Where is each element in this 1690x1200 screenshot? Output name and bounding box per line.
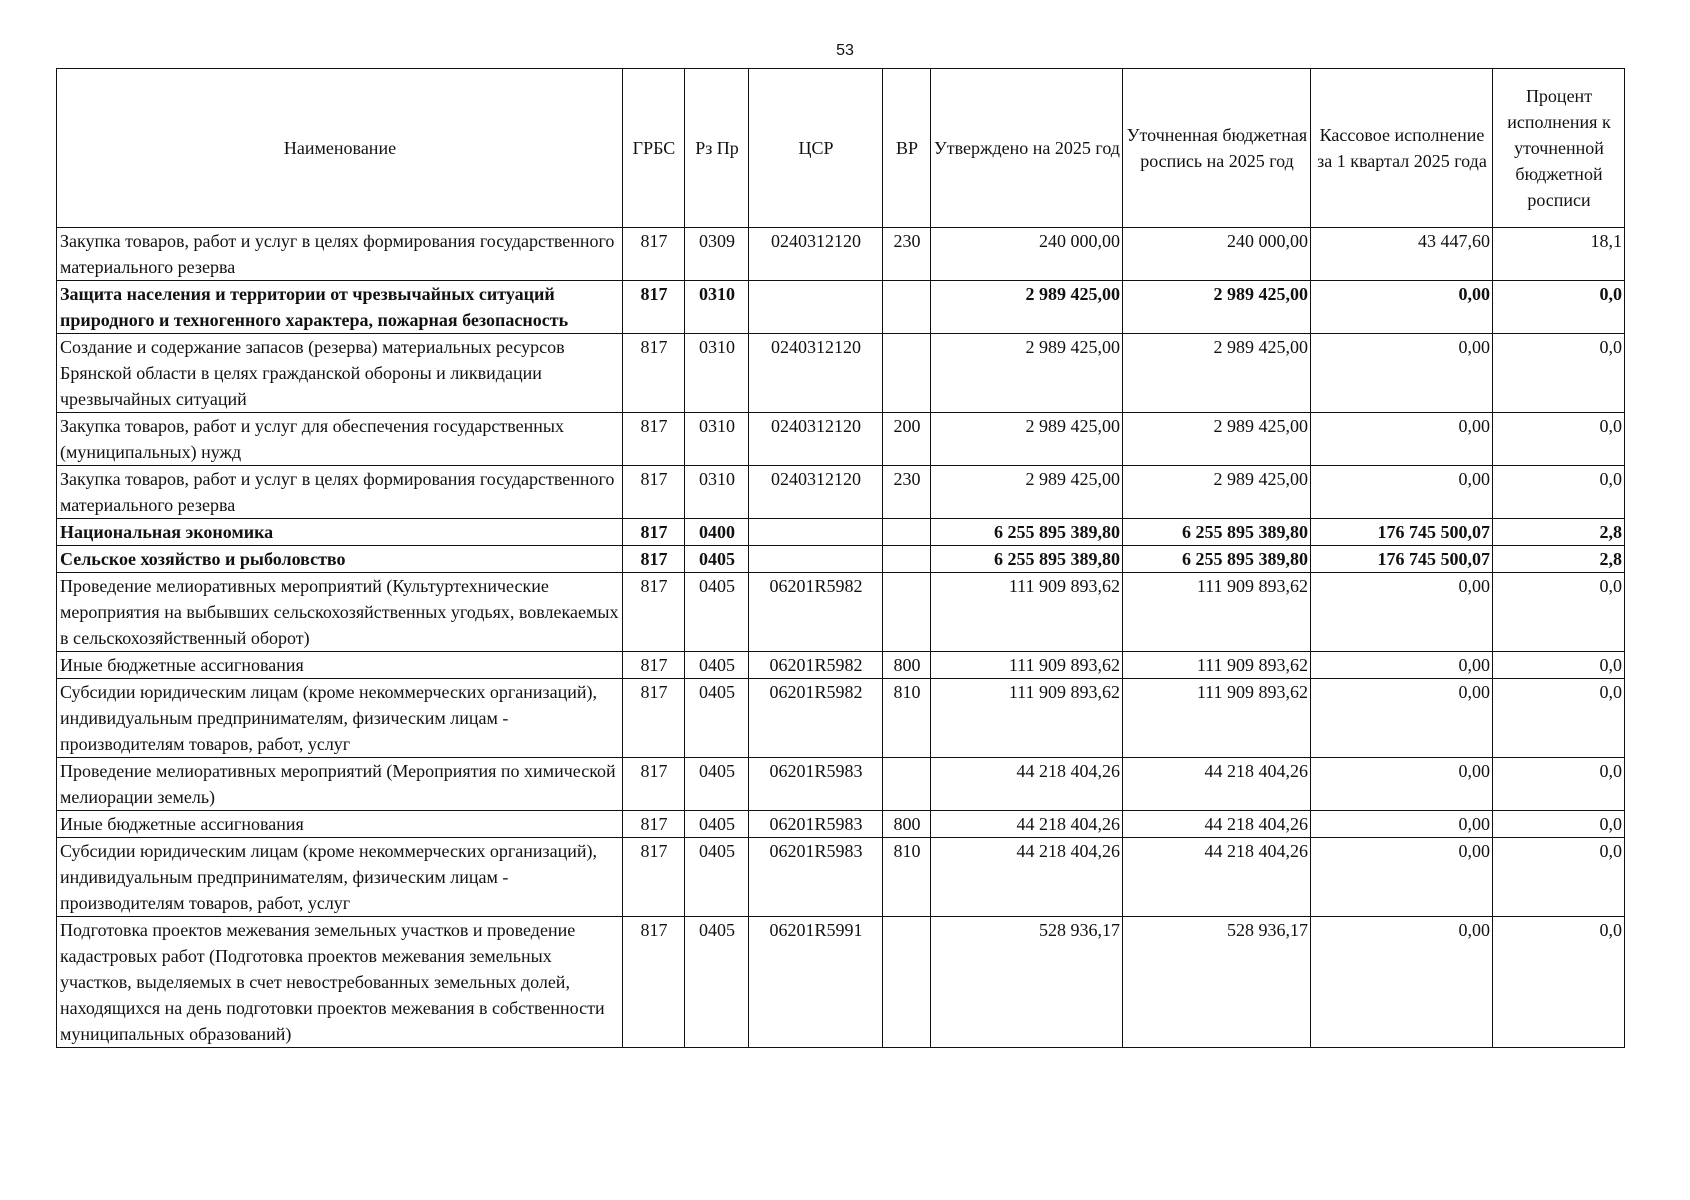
cell-grbs: 817: [623, 519, 685, 546]
cell-cash: 0,00: [1311, 652, 1493, 679]
cell-refined: 6 255 895 389,80: [1123, 519, 1311, 546]
cell-cash: 176 745 500,07: [1311, 546, 1493, 573]
cell-approved: 111 909 893,62: [931, 652, 1123, 679]
cell-percent: 0,0: [1493, 917, 1625, 1048]
header-cash: Кассовое исполнение за 1 квартал 2025 года: [1311, 69, 1493, 228]
cell-approved: 2 989 425,00: [931, 466, 1123, 519]
cell-rzpr: 0405: [685, 838, 749, 917]
cell-percent: 2,8: [1493, 546, 1625, 573]
cell-vr: [883, 334, 931, 413]
cell-percent: 0,0: [1493, 413, 1625, 466]
cell-approved: 111 909 893,62: [931, 573, 1123, 652]
header-csr: ЦСР: [749, 69, 883, 228]
cell-grbs: 817: [623, 758, 685, 811]
cell-cash: 176 745 500,07: [1311, 519, 1493, 546]
cell-csr: [749, 281, 883, 334]
cell-vr: [883, 573, 931, 652]
cell-grbs: 817: [623, 334, 685, 413]
cell-refined: 6 255 895 389,80: [1123, 546, 1311, 573]
cell-name: Субсидии юридическим лицам (кроме некоммерческих организаций), индивидуальным предпринимателям, физическим лицам - производителям товаров, работ, услуг: [57, 838, 623, 917]
table-body: [57, 228, 1625, 1048]
cell-name: Защита населения и территории от чрезвычайных ситуаций природного и техногенного характера, пожарная безопасность: [57, 281, 623, 334]
cell-cash: 0,00: [1311, 758, 1493, 811]
cell-approved: 2 989 425,00: [931, 281, 1123, 334]
table-row: [57, 917, 1625, 1048]
cell-percent: 0,0: [1493, 811, 1625, 838]
table-row: [57, 519, 1625, 546]
table-row: [57, 679, 1625, 758]
cell-grbs: 817: [623, 838, 685, 917]
cell-approved: 2 989 425,00: [931, 413, 1123, 466]
cell-refined: 2 989 425,00: [1123, 466, 1311, 519]
cell-cash: 0,00: [1311, 334, 1493, 413]
cell-refined: 528 936,17: [1123, 917, 1311, 1048]
cell-percent: 0,0: [1493, 334, 1625, 413]
table-row: [57, 413, 1625, 466]
cell-refined: 2 989 425,00: [1123, 413, 1311, 466]
cell-csr: 06201R5983: [749, 758, 883, 811]
cell-csr: 0240312120: [749, 466, 883, 519]
cell-cash: 43 447,60: [1311, 228, 1493, 281]
cell-vr: 230: [883, 228, 931, 281]
cell-rzpr: 0310: [685, 466, 749, 519]
cell-rzpr: 0405: [685, 546, 749, 573]
cell-percent: 0,0: [1493, 758, 1625, 811]
cell-refined: 111 909 893,62: [1123, 679, 1311, 758]
cell-vr: [883, 917, 931, 1048]
cell-name: Иные бюджетные ассигнования: [57, 811, 623, 838]
cell-percent: 0,0: [1493, 466, 1625, 519]
cell-csr: 06201R5991: [749, 917, 883, 1048]
cell-refined: 2 989 425,00: [1123, 334, 1311, 413]
cell-vr: [883, 758, 931, 811]
cell-name: Создание и содержание запасов (резерва) материальных ресурсов Брянской области в целях гражданской обороны и ликвидации чрезвычайных ситуаций: [57, 334, 623, 413]
cell-grbs: 817: [623, 917, 685, 1048]
cell-grbs: 817: [623, 573, 685, 652]
cell-approved: 528 936,17: [931, 917, 1123, 1048]
cell-vr: 810: [883, 838, 931, 917]
cell-refined: 111 909 893,62: [1123, 652, 1311, 679]
cell-grbs: 817: [623, 281, 685, 334]
cell-refined: 111 909 893,62: [1123, 573, 1311, 652]
cell-csr: [749, 546, 883, 573]
cell-percent: 0,0: [1493, 679, 1625, 758]
cell-name: Закупка товаров, работ и услуг в целях формирования государственного материального резерва: [57, 228, 623, 281]
cell-percent: 0,0: [1493, 838, 1625, 917]
cell-refined: 2 989 425,00: [1123, 281, 1311, 334]
budget-table: [56, 68, 1625, 1048]
cell-grbs: 817: [623, 413, 685, 466]
cell-approved: 240 000,00: [931, 228, 1123, 281]
cell-cash: 0,00: [1311, 811, 1493, 838]
table-row: [57, 334, 1625, 413]
cell-csr: 06201R5983: [749, 811, 883, 838]
cell-csr: 0240312120: [749, 228, 883, 281]
cell-percent: 2,8: [1493, 519, 1625, 546]
cell-vr: [883, 519, 931, 546]
cell-csr: 06201R5982: [749, 679, 883, 758]
cell-csr: 06201R5983: [749, 838, 883, 917]
cell-cash: 0,00: [1311, 917, 1493, 1048]
cell-name: Субсидии юридическим лицам (кроме некоммерческих организаций), индивидуальным предпринимателям, физическим лицам - производителям товаров, работ, услуг: [57, 679, 623, 758]
cell-grbs: 817: [623, 679, 685, 758]
cell-percent: 0,0: [1493, 652, 1625, 679]
cell-percent: 18,1: [1493, 228, 1625, 281]
table-row: [57, 466, 1625, 519]
cell-grbs: 817: [623, 546, 685, 573]
table-row: [57, 758, 1625, 811]
header-approved: Утверждено на 2025 год: [931, 69, 1123, 228]
table-row: [57, 281, 1625, 334]
cell-cash: 0,00: [1311, 838, 1493, 917]
cell-csr: 06201R5982: [749, 573, 883, 652]
cell-name: Закупка товаров, работ и услуг для обеспечения государственных (муниципальных) нужд: [57, 413, 623, 466]
cell-vr: [883, 546, 931, 573]
table-header-row: [57, 69, 1625, 228]
cell-rzpr: 0405: [685, 652, 749, 679]
cell-approved: 6 255 895 389,80: [931, 519, 1123, 546]
cell-vr: [883, 281, 931, 334]
header-vr: ВР: [883, 69, 931, 228]
cell-cash: 0,00: [1311, 679, 1493, 758]
cell-grbs: 817: [623, 228, 685, 281]
cell-rzpr: 0405: [685, 917, 749, 1048]
cell-percent: 0,0: [1493, 573, 1625, 652]
cell-refined: 44 218 404,26: [1123, 758, 1311, 811]
header-rzpr: Рз Пр: [685, 69, 749, 228]
cell-vr: 230: [883, 466, 931, 519]
cell-approved: 2 989 425,00: [931, 334, 1123, 413]
cell-rzpr: 0405: [685, 679, 749, 758]
header-percent: Процент исполнения к уточненной бюджетной росписи: [1493, 69, 1625, 228]
cell-name: Закупка товаров, работ и услуг в целях формирования государственного материального резерва: [57, 466, 623, 519]
cell-rzpr: 0405: [685, 811, 749, 838]
header-name: Наименование: [57, 69, 623, 228]
cell-approved: 6 255 895 389,80: [931, 546, 1123, 573]
cell-name: Подготовка проектов межевания земельных участков и проведение кадастровых работ (Подготовка проектов межевания земельных участков, выделяемых в счет невостребованных земельных долей, находящихся на день подготовки проектов межевания в собственности муниципальных образований): [57, 917, 623, 1048]
cell-name: Иные бюджетные ассигнования: [57, 652, 623, 679]
cell-csr: 06201R5982: [749, 652, 883, 679]
cell-refined: 44 218 404,26: [1123, 811, 1311, 838]
cell-vr: 800: [883, 811, 931, 838]
cell-csr: 0240312120: [749, 334, 883, 413]
cell-grbs: 817: [623, 811, 685, 838]
table-row: [57, 838, 1625, 917]
cell-grbs: 817: [623, 466, 685, 519]
cell-refined: 240 000,00: [1123, 228, 1311, 281]
cell-vr: 200: [883, 413, 931, 466]
cell-cash: 0,00: [1311, 466, 1493, 519]
header-grbs: ГРБС: [623, 69, 685, 228]
cell-approved: 44 218 404,26: [931, 758, 1123, 811]
cell-rzpr: 0310: [685, 281, 749, 334]
cell-refined: 44 218 404,26: [1123, 838, 1311, 917]
cell-approved: 44 218 404,26: [931, 811, 1123, 838]
cell-rzpr: 0400: [685, 519, 749, 546]
cell-cash: 0,00: [1311, 573, 1493, 652]
cell-rzpr: 0310: [685, 334, 749, 413]
cell-approved: 111 909 893,62: [931, 679, 1123, 758]
table-row: [57, 652, 1625, 679]
cell-name: Проведение мелиоративных мероприятий (Культуртехнические мероприятия на выбывших сельскохозяйственных угодьях, вовлекаемых в сельскохозяйственный оборот): [57, 573, 623, 652]
header-refined: Уточненная бюджетная роспись на 2025 год: [1123, 69, 1311, 228]
cell-cash: 0,00: [1311, 281, 1493, 334]
cell-percent: 0,0: [1493, 281, 1625, 334]
cell-rzpr: 0310: [685, 413, 749, 466]
cell-csr: 0240312120: [749, 413, 883, 466]
cell-rzpr: 0309: [685, 228, 749, 281]
table-row: [57, 546, 1625, 573]
table-row: [57, 811, 1625, 838]
cell-vr: 810: [883, 679, 931, 758]
cell-rzpr: 0405: [685, 758, 749, 811]
cell-csr: [749, 519, 883, 546]
page-number: 53: [836, 42, 854, 59]
cell-name: Национальная экономика: [57, 519, 623, 546]
cell-name: Сельское хозяйство и рыболовство: [57, 546, 623, 573]
cell-name: Проведение мелиоративных мероприятий (Мероприятия по химической мелиорации земель): [57, 758, 623, 811]
table-row: [57, 573, 1625, 652]
cell-cash: 0,00: [1311, 413, 1493, 466]
cell-approved: 44 218 404,26: [931, 838, 1123, 917]
cell-vr: 800: [883, 652, 931, 679]
table-row: [57, 228, 1625, 281]
cell-rzpr: 0405: [685, 573, 749, 652]
cell-grbs: 817: [623, 652, 685, 679]
